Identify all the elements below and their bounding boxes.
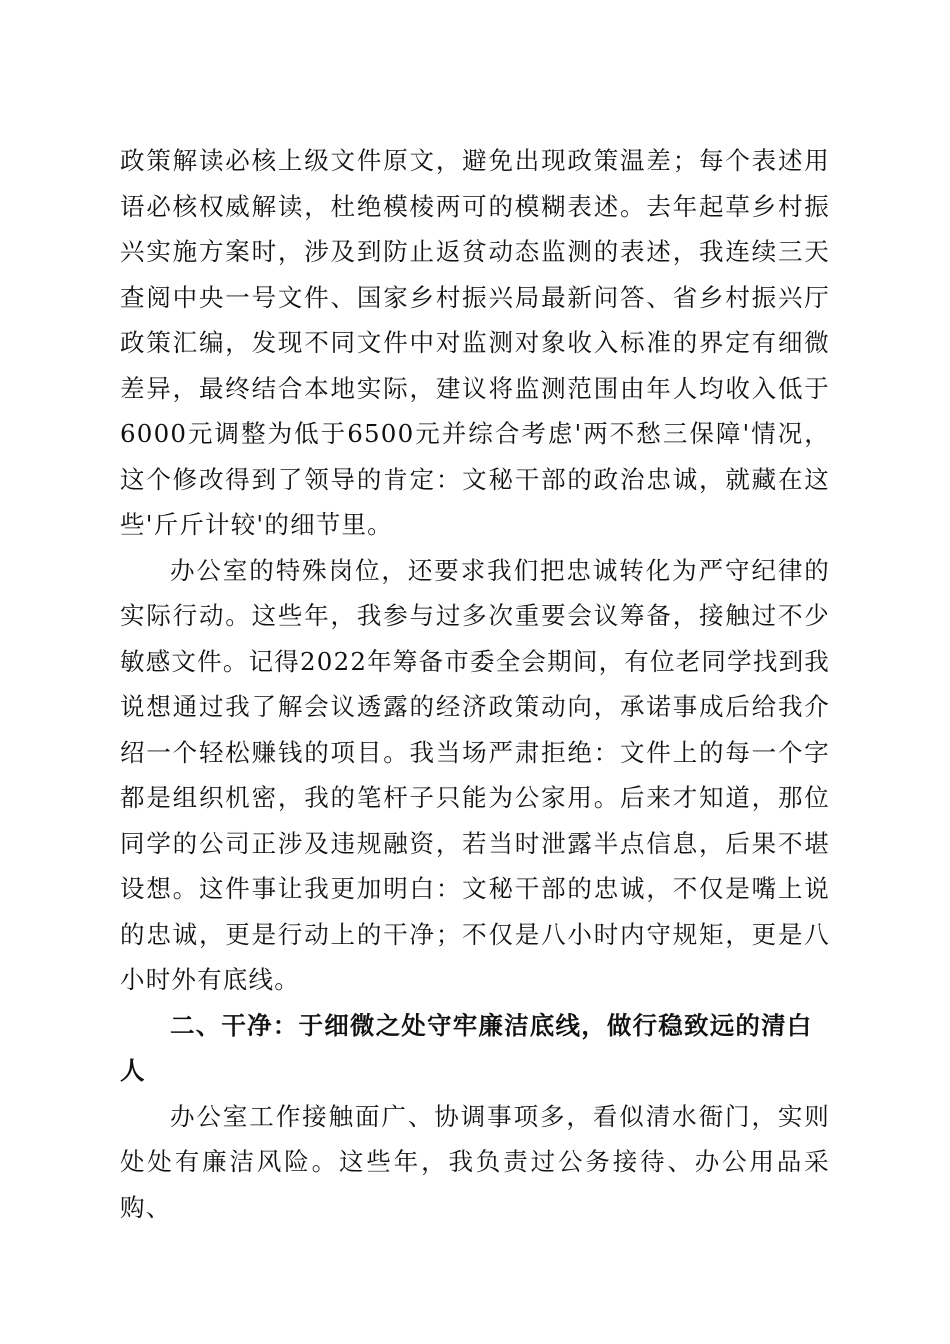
document-body: [120, 138, 830, 1230]
paragraph-discipline: 办公室的特殊岗位，还要求我们把忠诚转化为严守纪律的实际行动。这些年，我参与过多次重要会议筹备，接触过不少敏感文件。记得2022年筹备市委全会期间，有位老同学找到我说想通过我了解会议透露的经济政策动向，承诺事成后给我介绍一个轻松赚钱的项目。我当场严肃拒绝：文件上的每一个字都是组织机密，我的笔杆子只能为公家用。后来才知道，那位同学的公司正涉及违规融资，若当时泄露半点信息，后果不堪设想。这件事让我更加明白：文秘干部的忠诚，不仅是嘴上说的忠诚，更是行动上的干净；不仅是八小时内守规矩，更是八小时外有底线。: [120, 555, 830, 994]
section-heading: 二、干净：于细微之处守牢廉洁底线，做行稳致远的清白人: [120, 1010, 813, 1085]
paragraph-continuation: 政策解读必核上级文件原文，避免出现政策温差；每个表述用语必核权威解读，杜绝模棱两可的模糊表述。去年起草乡村振兴实施方案时，涉及到防止返贫动态监测的表述，我连续三天查阅中央一号文件、国家乡村振兴局最新问答、省乡村振兴厅政策汇编，发现不同文件中对监测对象收入标准的界定有细微差异，最终结合本地实际，建议将监测范围由年人均收入低于6000元调整为低于6500元并综合考虑'两不愁三保障'情况，这个修改得到了领导的肯定：文秘干部的政治忠诚，就藏在这些'斤斤计较'的细节里。: [120, 146, 830, 539]
paragraph-integrity: 办公室工作接触面广、协调事项多，看似清水衙门，实则处处有廉洁风险。这些年，我负责过公务接待、办公用品采购、: [120, 1101, 830, 1222]
